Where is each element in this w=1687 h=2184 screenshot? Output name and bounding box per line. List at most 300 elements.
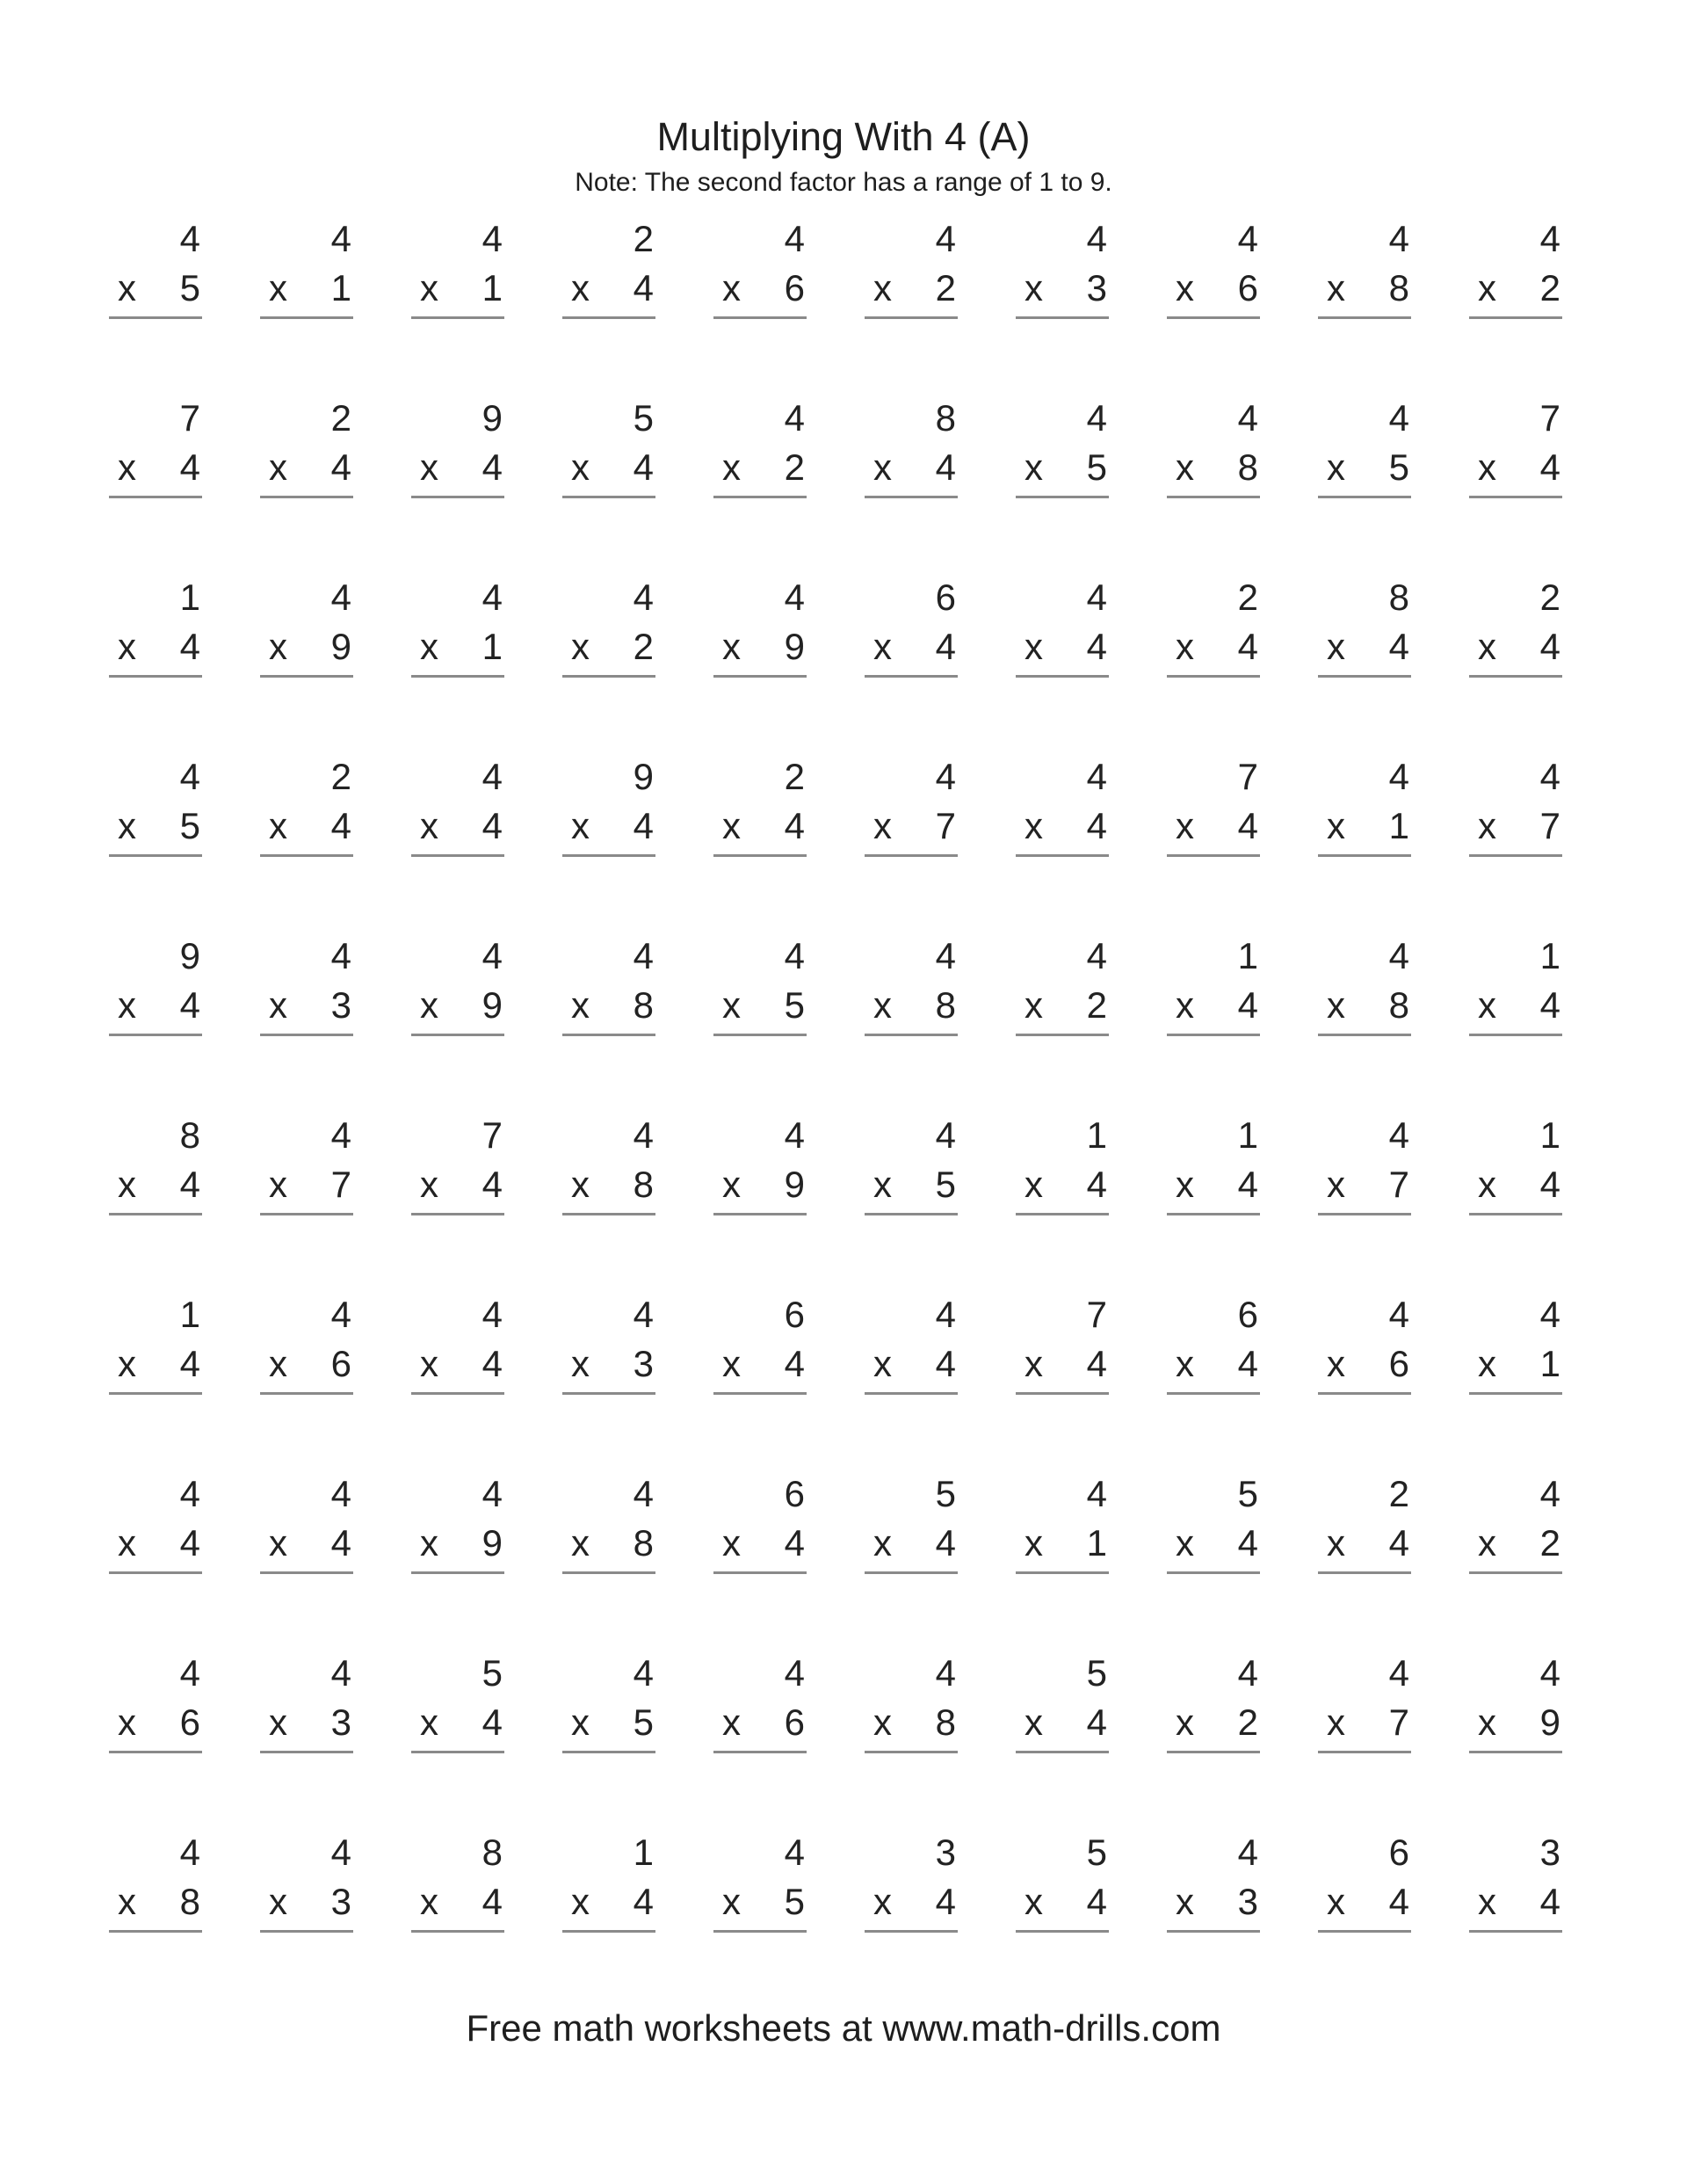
- multiply-sign: x: [1025, 1881, 1043, 1922]
- multiplication-problem: [109, 575, 202, 702]
- problem-grid: [109, 216, 1585, 1957]
- first-factor: 4: [330, 218, 351, 259]
- multiplication-problem: [1469, 754, 1562, 882]
- multiplication-problem: [1318, 933, 1411, 1061]
- second-factor: 4: [633, 1881, 654, 1922]
- second-factor: 8: [633, 1522, 654, 1564]
- multiplication-problem: [1469, 575, 1562, 702]
- multiplication-problem: [1318, 754, 1411, 882]
- answer-line: [1469, 1034, 1562, 1036]
- answer-line: [562, 1392, 655, 1395]
- second-factor: 2: [1539, 1522, 1560, 1564]
- multiplication-problem: [713, 1651, 807, 1778]
- answer-line: [1469, 675, 1562, 678]
- multiplication-problem: [1318, 1651, 1411, 1778]
- multiply-sign: x: [1478, 267, 1496, 308]
- second-factor: 4: [1388, 626, 1409, 667]
- multiply-sign: x: [722, 1343, 741, 1384]
- answer-line: [713, 316, 807, 319]
- second-factor: 5: [179, 267, 200, 308]
- answer-line: [865, 316, 958, 319]
- first-factor: 1: [1086, 1114, 1107, 1156]
- second-factor: 9: [481, 984, 503, 1026]
- multiplication-problem: [1016, 933, 1109, 1061]
- multiplication-problem: [562, 1292, 655, 1419]
- answer-line: [1016, 316, 1109, 319]
- first-factor: 9: [633, 756, 654, 797]
- multiply-sign: x: [420, 1164, 438, 1205]
- multiply-sign: x: [873, 1343, 892, 1384]
- answer-line: [865, 854, 958, 857]
- second-factor: 4: [1237, 984, 1258, 1026]
- multiplication-problem: [562, 1471, 655, 1599]
- multiply-sign: x: [269, 1881, 287, 1922]
- second-factor: 4: [784, 1522, 805, 1564]
- multiplication-problem: [109, 1471, 202, 1599]
- first-factor: 6: [784, 1294, 805, 1335]
- first-factor: 1: [1237, 935, 1258, 976]
- multiplication-problem: [411, 933, 504, 1061]
- multiplication-problem: [260, 1471, 353, 1599]
- multiply-sign: x: [1327, 1343, 1345, 1384]
- multiply-sign: x: [118, 446, 136, 488]
- first-factor: 4: [330, 1652, 351, 1694]
- first-factor: 5: [633, 397, 654, 439]
- multiplication-problem: [713, 1113, 807, 1240]
- multiplication-problem: [865, 216, 958, 344]
- answer-line: [562, 316, 655, 319]
- second-factor: 5: [1388, 446, 1409, 488]
- multiply-sign: x: [269, 1164, 287, 1205]
- second-factor: 4: [1388, 1522, 1409, 1564]
- multiply-sign: x: [1176, 626, 1194, 667]
- second-factor: 4: [1539, 446, 1560, 488]
- first-factor: 1: [1539, 935, 1560, 976]
- second-factor: 2: [1539, 267, 1560, 308]
- second-factor: 9: [1539, 1701, 1560, 1743]
- multiply-sign: x: [420, 805, 438, 846]
- answer-line: [1167, 1571, 1260, 1574]
- first-factor: 4: [784, 1652, 805, 1694]
- first-factor: 8: [481, 1832, 503, 1873]
- multiply-sign: x: [1327, 1881, 1345, 1922]
- second-factor: 4: [935, 1881, 956, 1922]
- multiplication-problem: [109, 1292, 202, 1419]
- second-factor: 3: [330, 1881, 351, 1922]
- second-factor: 4: [179, 1164, 200, 1205]
- answer-line: [1469, 854, 1562, 857]
- first-factor: 4: [481, 218, 503, 259]
- first-factor: 4: [1539, 1473, 1560, 1514]
- answer-line: [1318, 675, 1411, 678]
- multiply-sign: x: [420, 1343, 438, 1384]
- answer-line: [1167, 854, 1260, 857]
- multiply-sign: x: [420, 1881, 438, 1922]
- first-factor: 9: [481, 397, 503, 439]
- multiplication-problem: [1016, 395, 1109, 523]
- second-factor: 4: [179, 1343, 200, 1384]
- first-factor: 5: [481, 1652, 503, 1694]
- multiply-sign: x: [420, 1522, 438, 1564]
- second-factor: 4: [1388, 1881, 1409, 1922]
- second-factor: 4: [1086, 1701, 1107, 1743]
- multiplication-problem: [1016, 1471, 1109, 1599]
- multiplication-problem: [1318, 575, 1411, 702]
- multiply-sign: x: [269, 1343, 287, 1384]
- second-factor: 6: [784, 1701, 805, 1743]
- second-factor: 4: [330, 1522, 351, 1564]
- multiply-sign: x: [1478, 984, 1496, 1026]
- answer-line: [260, 854, 353, 857]
- second-factor: 4: [1237, 1343, 1258, 1384]
- answer-line: [411, 1213, 504, 1215]
- multiplication-problem: [865, 395, 958, 523]
- multiplication-problem: [260, 216, 353, 344]
- answer-line: [562, 854, 655, 857]
- first-factor: 4: [1237, 218, 1258, 259]
- multiplication-problem: [1167, 1471, 1260, 1599]
- first-factor: 1: [179, 577, 200, 618]
- first-factor: 7: [179, 397, 200, 439]
- answer-line: [1469, 1751, 1562, 1753]
- multiply-sign: x: [571, 1343, 590, 1384]
- answer-line: [865, 1571, 958, 1574]
- multiplication-problem: [109, 933, 202, 1061]
- multiplication-problem: [411, 1651, 504, 1778]
- answer-line: [1167, 316, 1260, 319]
- answer-line: [865, 1392, 958, 1395]
- multiply-sign: x: [873, 267, 892, 308]
- answer-line: [411, 675, 504, 678]
- multiplication-problem: [865, 1651, 958, 1778]
- first-factor: 4: [179, 756, 200, 797]
- answer-line: [260, 1392, 353, 1395]
- second-factor: 8: [1388, 984, 1409, 1026]
- first-factor: 4: [1539, 756, 1560, 797]
- multiplication-problem: [1469, 1471, 1562, 1599]
- multiplication-problem: [260, 1651, 353, 1778]
- second-factor: 4: [1086, 626, 1107, 667]
- multiplication-problem: [109, 1651, 202, 1778]
- multiplication-problem: [713, 216, 807, 344]
- second-factor: 9: [481, 1522, 503, 1564]
- multiplication-problem: [1167, 1651, 1260, 1778]
- first-factor: 4: [179, 1652, 200, 1694]
- multiply-sign: x: [118, 805, 136, 846]
- multiply-sign: x: [571, 1881, 590, 1922]
- multiply-sign: x: [1478, 1343, 1496, 1384]
- answer-line: [1167, 1930, 1260, 1933]
- answer-line: [1167, 675, 1260, 678]
- multiply-sign: x: [873, 1164, 892, 1205]
- multiplication-problem: [1469, 1651, 1562, 1778]
- multiplication-problem: [411, 1113, 504, 1240]
- multiplication-problem: [562, 575, 655, 702]
- answer-line: [562, 1751, 655, 1753]
- first-factor: 6: [784, 1473, 805, 1514]
- multiply-sign: x: [269, 1522, 287, 1564]
- answer-line: [1318, 316, 1411, 319]
- multiply-sign: x: [722, 626, 741, 667]
- worksheet-title: Multiplying With 4 (A): [656, 114, 1031, 159]
- multiplication-problem: [1167, 1830, 1260, 1957]
- multiplication-problem: [1469, 1113, 1562, 1240]
- first-factor: 4: [935, 1652, 956, 1694]
- second-factor: 7: [935, 805, 956, 846]
- first-factor: 4: [784, 1114, 805, 1156]
- multiply-sign: x: [1025, 984, 1043, 1026]
- multiply-sign: x: [269, 626, 287, 667]
- multiply-sign: x: [571, 446, 590, 488]
- multiplication-problem: [109, 1830, 202, 1957]
- multiply-sign: x: [1025, 805, 1043, 846]
- multiplication-problem: [1167, 754, 1260, 882]
- answer-line: [713, 1930, 807, 1933]
- multiply-sign: x: [420, 984, 438, 1026]
- multiply-sign: x: [1176, 1881, 1194, 1922]
- first-factor: 4: [481, 935, 503, 976]
- second-factor: 8: [179, 1881, 200, 1922]
- answer-line: [713, 1213, 807, 1215]
- answer-line: [713, 1571, 807, 1574]
- second-factor: 5: [784, 984, 805, 1026]
- answer-line: [1167, 1392, 1260, 1395]
- answer-line: [562, 1930, 655, 1933]
- first-factor: 1: [1539, 1114, 1560, 1156]
- first-factor: 7: [1539, 397, 1560, 439]
- multiply-sign: x: [420, 267, 438, 308]
- answer-line: [1469, 1213, 1562, 1215]
- multiply-sign: x: [722, 1522, 741, 1564]
- multiply-sign: x: [873, 1522, 892, 1564]
- multiply-sign: x: [1327, 1701, 1345, 1743]
- first-factor: 4: [1539, 218, 1560, 259]
- answer-line: [865, 1751, 958, 1753]
- first-factor: 4: [179, 1473, 200, 1514]
- multiplication-problem: [713, 1830, 807, 1957]
- second-factor: 4: [1539, 626, 1560, 667]
- answer-line: [562, 496, 655, 498]
- multiplication-problem: [411, 1471, 504, 1599]
- answer-line: [713, 496, 807, 498]
- first-factor: 1: [179, 1294, 200, 1335]
- second-factor: 4: [179, 1522, 200, 1564]
- second-factor: 2: [1237, 1701, 1258, 1743]
- first-factor: 4: [1086, 218, 1107, 259]
- second-factor: 4: [481, 446, 503, 488]
- second-factor: 4: [1086, 1881, 1107, 1922]
- answer-line: [260, 1213, 353, 1215]
- second-factor: 3: [330, 1701, 351, 1743]
- multiplication-problem: [1318, 1471, 1411, 1599]
- answer-line: [260, 316, 353, 319]
- answer-line: [1318, 1213, 1411, 1215]
- multiply-sign: x: [873, 446, 892, 488]
- first-factor: 4: [481, 1473, 503, 1514]
- first-factor: 4: [935, 218, 956, 259]
- multiply-sign: x: [571, 1164, 590, 1205]
- first-factor: 4: [481, 1294, 503, 1335]
- multiplication-problem: [562, 395, 655, 523]
- first-factor: 8: [179, 1114, 200, 1156]
- second-factor: 1: [1086, 1522, 1107, 1564]
- answer-line: [260, 1751, 353, 1753]
- first-factor: 4: [481, 577, 503, 618]
- answer-line: [1318, 1930, 1411, 1933]
- first-factor: 4: [633, 1114, 654, 1156]
- multiplication-problem: [260, 575, 353, 702]
- multiplication-problem: [109, 1113, 202, 1240]
- multiplication-problem: [865, 1830, 958, 1957]
- first-factor: 5: [1086, 1832, 1107, 1873]
- first-factor: 6: [1388, 1832, 1409, 1873]
- multiplication-problem: [1469, 395, 1562, 523]
- first-factor: 7: [481, 1114, 503, 1156]
- first-factor: 2: [1539, 577, 1560, 618]
- multiply-sign: x: [722, 267, 741, 308]
- answer-line: [411, 854, 504, 857]
- first-factor: 4: [1086, 1473, 1107, 1514]
- multiplication-problem: [1167, 1292, 1260, 1419]
- multiply-sign: x: [269, 267, 287, 308]
- second-factor: 4: [935, 626, 956, 667]
- first-factor: 4: [633, 577, 654, 618]
- multiply-sign: x: [722, 805, 741, 846]
- second-factor: 4: [179, 626, 200, 667]
- second-factor: 5: [1086, 446, 1107, 488]
- first-factor: 4: [784, 218, 805, 259]
- answer-line: [1469, 496, 1562, 498]
- second-factor: 8: [1237, 446, 1258, 488]
- answer-line: [1016, 854, 1109, 857]
- multiplication-problem: [1318, 1113, 1411, 1240]
- multiplication-problem: [865, 1471, 958, 1599]
- multiplication-problem: [1167, 216, 1260, 344]
- second-factor: 4: [179, 446, 200, 488]
- multiplication-problem: [260, 395, 353, 523]
- first-factor: 6: [1237, 1294, 1258, 1335]
- first-factor: 4: [330, 1832, 351, 1873]
- multiply-sign: x: [873, 805, 892, 846]
- answer-line: [411, 1751, 504, 1753]
- multiplication-problem: [1469, 1830, 1562, 1957]
- multiplication-problem: [1318, 395, 1411, 523]
- answer-line: [713, 1034, 807, 1036]
- answer-line: [1318, 1034, 1411, 1036]
- first-factor: 4: [633, 1294, 654, 1335]
- multiplication-problem: [1167, 395, 1260, 523]
- second-factor: 1: [1539, 1343, 1560, 1384]
- multiplication-problem: [411, 754, 504, 882]
- multiply-sign: x: [1327, 1522, 1345, 1564]
- multiply-sign: x: [1176, 1164, 1194, 1205]
- answer-line: [109, 496, 202, 498]
- multiplication-problem: [109, 395, 202, 523]
- multiply-sign: x: [118, 1164, 136, 1205]
- first-factor: 4: [633, 1652, 654, 1694]
- multiply-sign: x: [571, 805, 590, 846]
- second-factor: 5: [935, 1164, 956, 1205]
- multiplication-problem: [1469, 933, 1562, 1061]
- multiplication-problem: [1318, 216, 1411, 344]
- multiply-sign: x: [420, 446, 438, 488]
- second-factor: 8: [1388, 267, 1409, 308]
- multiply-sign: x: [269, 1701, 287, 1743]
- second-factor: 6: [1237, 267, 1258, 308]
- second-factor: 1: [330, 267, 351, 308]
- answer-line: [865, 675, 958, 678]
- second-factor: 4: [481, 1881, 503, 1922]
- first-factor: 4: [935, 1294, 956, 1335]
- first-factor: 8: [1388, 577, 1409, 618]
- answer-line: [1318, 496, 1411, 498]
- multiplication-problem: [260, 754, 353, 882]
- first-factor: 4: [1388, 1294, 1409, 1335]
- first-factor: 4: [1388, 935, 1409, 976]
- answer-line: [865, 1034, 958, 1036]
- multiplication-problem: [260, 933, 353, 1061]
- first-factor: 4: [935, 756, 956, 797]
- worksheet-header: [0, 112, 1687, 200]
- first-factor: 4: [1388, 756, 1409, 797]
- multiply-sign: x: [1025, 626, 1043, 667]
- first-factor: 5: [935, 1473, 956, 1514]
- multiplication-problem: [1167, 575, 1260, 702]
- multiplication-problem: [562, 933, 655, 1061]
- multiplication-problem: [1167, 933, 1260, 1061]
- first-factor: 4: [330, 935, 351, 976]
- answer-line: [1318, 1392, 1411, 1395]
- multiplication-problem: [865, 575, 958, 702]
- multiply-sign: x: [1176, 805, 1194, 846]
- first-factor: 2: [1388, 1473, 1409, 1514]
- multiplication-problem: [411, 1830, 504, 1957]
- multiply-sign: x: [873, 626, 892, 667]
- first-factor: 4: [1388, 397, 1409, 439]
- second-factor: 2: [633, 626, 654, 667]
- answer-line: [562, 1213, 655, 1215]
- multiply-sign: x: [420, 626, 438, 667]
- second-factor: 5: [633, 1701, 654, 1743]
- first-factor: 4: [179, 218, 200, 259]
- second-factor: 9: [330, 626, 351, 667]
- first-factor: 4: [330, 1294, 351, 1335]
- answer-line: [109, 1571, 202, 1574]
- second-factor: 6: [784, 267, 805, 308]
- first-factor: 4: [784, 397, 805, 439]
- multiplication-problem: [865, 1292, 958, 1419]
- second-factor: 6: [179, 1701, 200, 1743]
- second-factor: 3: [330, 984, 351, 1026]
- worksheet-footer: Free math worksheets at www.math-drills.com: [466, 2007, 1221, 2049]
- second-factor: 4: [330, 805, 351, 846]
- multiplication-problem: [1016, 1292, 1109, 1419]
- first-factor: 4: [1237, 1832, 1258, 1873]
- multiply-sign: x: [873, 1701, 892, 1743]
- second-factor: 4: [784, 805, 805, 846]
- multiplication-problem: [865, 933, 958, 1061]
- second-factor: 6: [330, 1343, 351, 1384]
- multiply-sign: x: [1478, 446, 1496, 488]
- second-factor: 3: [1237, 1881, 1258, 1922]
- multiplication-problem: [411, 575, 504, 702]
- second-factor: 6: [1388, 1343, 1409, 1384]
- multiplication-problem: [1016, 575, 1109, 702]
- first-factor: 4: [1539, 1652, 1560, 1694]
- second-factor: 4: [633, 267, 654, 308]
- first-factor: 4: [1388, 1114, 1409, 1156]
- multiply-sign: x: [118, 984, 136, 1026]
